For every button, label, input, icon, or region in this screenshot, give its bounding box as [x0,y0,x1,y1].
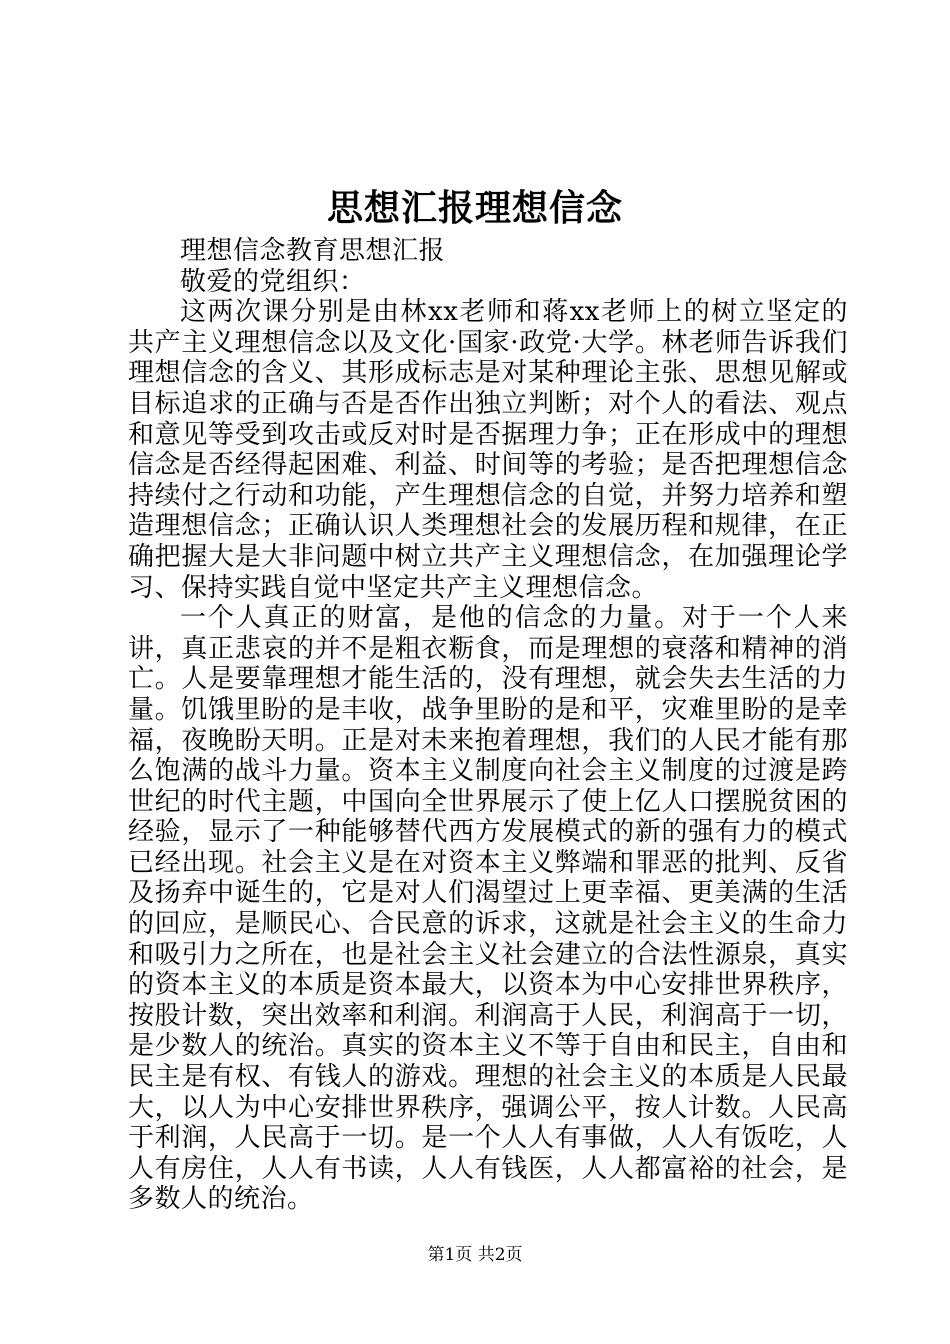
body-paragraph-1: 这两次课分别是由林xx老师和蒋xx老师上的树立坚定的共产主义理想信念以及文化·国家·政党·大学。林老师告诉我们理想信念的含义、其形成标志是对某种理论主张、思想见解或目标追求的正确与否是否作出独立判断；对个人的看法、观点和意见等受到攻击或反对时是否据理力争；正在形成中的理想信念是否经得起困难、利益、时间等的考验；是否把理想信念持续付之行动和功能，产生理想信念的自觉，并努力培养和塑造理想信念；正确认识人类理想社会的发展历程和规律，在正确把握大是大非问题中树立共产主义理想信念，在加强理论学习、保持实践自觉中坚定共产主义理想信念。 [128,297,848,603]
page-footer: 第1页 共2页 [427,1245,523,1265]
document-title: 思想汇报理想信念 [326,187,623,229]
subtitle-line: 理想信念教育思想汇报 [180,236,446,266]
body-paragraph-2: 一个人真正的财富，是他的信念的力量。对于一个人来讲，真正悲哀的并不是粗衣粝食，而是理想的衰落和精神的消亡。人是要靠理想才能生活的，没有理想，就会失去生活的力量。饥饿里盼的是丰收，战争里盼的是和平，灾难里盼的是幸福，夜晚盼天明。正是对未来抱着理想，我们的人民才能有那么饱满的战斗力量。资本主义制度向社会主义制度的过渡是跨世纪的时代主题，中国向全世界展示了使上亿人口摆脱贫困的经验，显示了一种能够替代西方发展模式的新的强有力的模式已经出现。社会主义是在对资本主义弊端和罪恶的批判、反省及扬弃中诞生的，它是对人们渴望过上更幸福、更美满的生活的回应，是顺民心、合民意的诉求，这就是社会主义的生命力和吸引力之所在，也是社会主义社会建立的合法性源泉，真实的资本主义的本质是资本最大，以资本为中心安排世界秩序，按股计数，突出效率和利润。利润高于人民，利润高于一切，是少数人的统治。真实的资本主义不等于自由和民主，自由和民主是有权、有钱人的游戏。理想的社会主义的本质是人民最大，以人为中心安排世界秩序，强调公平，按人计数。人民高于利润，人民高于一切。是一个人人有事做，人人有饭吃，人人有房住，人人有书读，人人有钱医，人人都富裕的社会，是多数人的统治。 [128,603,848,1215]
salutation-line: 敬爱的党组织： [180,266,366,297]
document-body [128,236,848,1215]
